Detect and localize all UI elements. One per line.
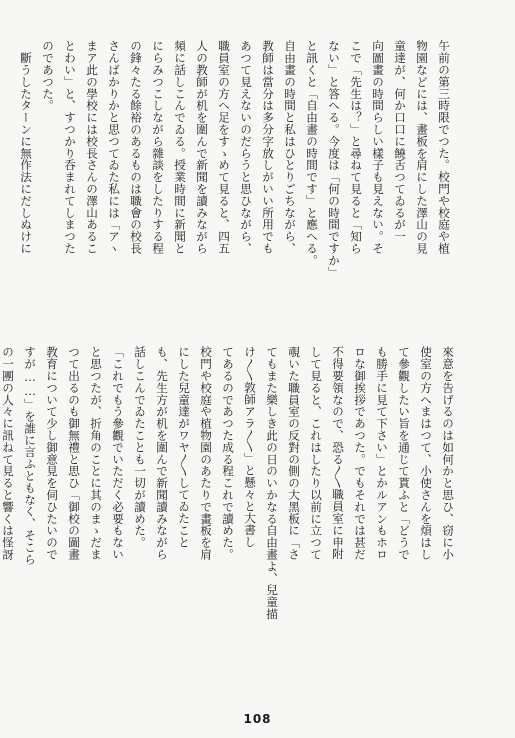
lower-text-column: 教育について少し御意見を伺ひたいので — [45, 346, 59, 561]
upper-text-column: 自由畫の時間と私はひとりごちながら、 — [283, 40, 297, 255]
upper-text-column: 向圖畫の時間らしい樣子も見えない。そ — [371, 40, 385, 255]
upper-text-column: 人の教師が机を圍んで新聞を讀みながら — [195, 40, 209, 255]
lower-text-column: して見ると、これはしたり以前に立つて — [309, 346, 323, 561]
upper-text-column: こで「先生は？」と尋ねて見ると「知ら — [349, 40, 363, 255]
lower-text-column: 不得要領なので、恐る〳〵職員室に申附 — [331, 346, 345, 560]
lower-text-column: 話しこんでゐたことも一切が讀めた。 — [133, 346, 147, 549]
lower-text-column: も、先生方が机を圍んで新聞讀みながら — [155, 346, 169, 561]
upper-text-column: 物園などには、畫板を肩にした澤山の見 — [415, 40, 429, 255]
lower-text-column: にした兒童達がワヤ〳〵してゐたこと — [177, 346, 191, 548]
lower-text-column: 「これでもう參觀でいただく必要もない — [111, 346, 125, 561]
upper-text-column: 頻に話しこんでゐる。授業時間に新聞と — [173, 40, 187, 255]
lower-text-column: の一團の人々に訊ねて見ると響くは怪訝 — [1, 346, 15, 561]
lower-text-column: も勝手に見て下さい」とかルアンもホロ — [375, 346, 389, 561]
lower-text-column: 覗いた職員室の反對の側の大黑板に「さ — [287, 346, 301, 561]
upper-text-column: とわい」と、すつかり呑まれてしまつた — [63, 40, 77, 255]
lower-text-column: てもまた樂しき此の日のいかなる自由畫よ、兒童描 — [265, 346, 279, 620]
lower-text-column: 校門や校庭や植物園のあたりで畫板を肩 — [199, 346, 213, 561]
lower-text-column: 來意を告げるのは如何かと思ひ、窃に小 — [441, 346, 455, 561]
upper-text-column: まア此の學校には校長さんの澤山あるこ — [85, 40, 99, 255]
page-number: 108 — [243, 712, 272, 726]
upper-text-column: 教師は當分は多分字放しがいい所用でも — [261, 40, 275, 255]
lower-text-column: け〳〵敦師アラ〳〵」と懸々と大書し — [243, 346, 257, 548]
upper-text-column: にらみつこしながら雜談をしたりする程 — [151, 40, 165, 255]
upper-text-column: 午前の第三時限でつた。校門や校庭や植 — [437, 40, 451, 255]
lower-text-column: 使室の方へまはつて、小使さんを煩はし — [419, 346, 433, 561]
lower-text-column: てあるのであつた成る程これで讀めた。 — [221, 346, 235, 561]
lower-text-block — [1, 346, 459, 696]
upper-text-column: 職員室の方へ足をすゝめて見ると、四五 — [217, 40, 231, 255]
upper-text-column: と訊くと「自由畫の時間です」と應へる。 — [305, 40, 319, 267]
upper-text-column: さんばかりかと思つてゐた私には「アヽ — [107, 40, 121, 255]
upper-text-column: のであつた。 — [41, 40, 55, 112]
upper-text-column: の鋒々たる餘裕のあるものは職會の校長 — [129, 40, 143, 255]
lower-text-column: すが……」を誰に言ふともなく、そこら — [23, 346, 37, 565]
upper-text-column: ない」と答へる。今度は「何の時間ですか」 — [327, 40, 341, 278]
lower-text-column: て參觀したい旨を通じて貰ふと「どうで — [397, 346, 411, 561]
upper-text-column: 斷うしたターンに無作法にだしぬけに — [19, 40, 33, 255]
lower-text-column: と思つたが、折角のことに其のまゝだま — [89, 346, 103, 561]
upper-text-block — [19, 40, 455, 340]
upper-text-column: 童達が、何か口口に饒舌つてゐるが一 — [393, 40, 407, 243]
upper-text-column: あつて見えないのだらうと思ひながら、 — [239, 40, 253, 255]
lower-text-column: つて出るのも御無禮と思ひ「御校の圖畫 — [67, 346, 81, 561]
lower-text-column: ロな御挨拶であつた。でもそれでは甚だ — [353, 346, 367, 561]
